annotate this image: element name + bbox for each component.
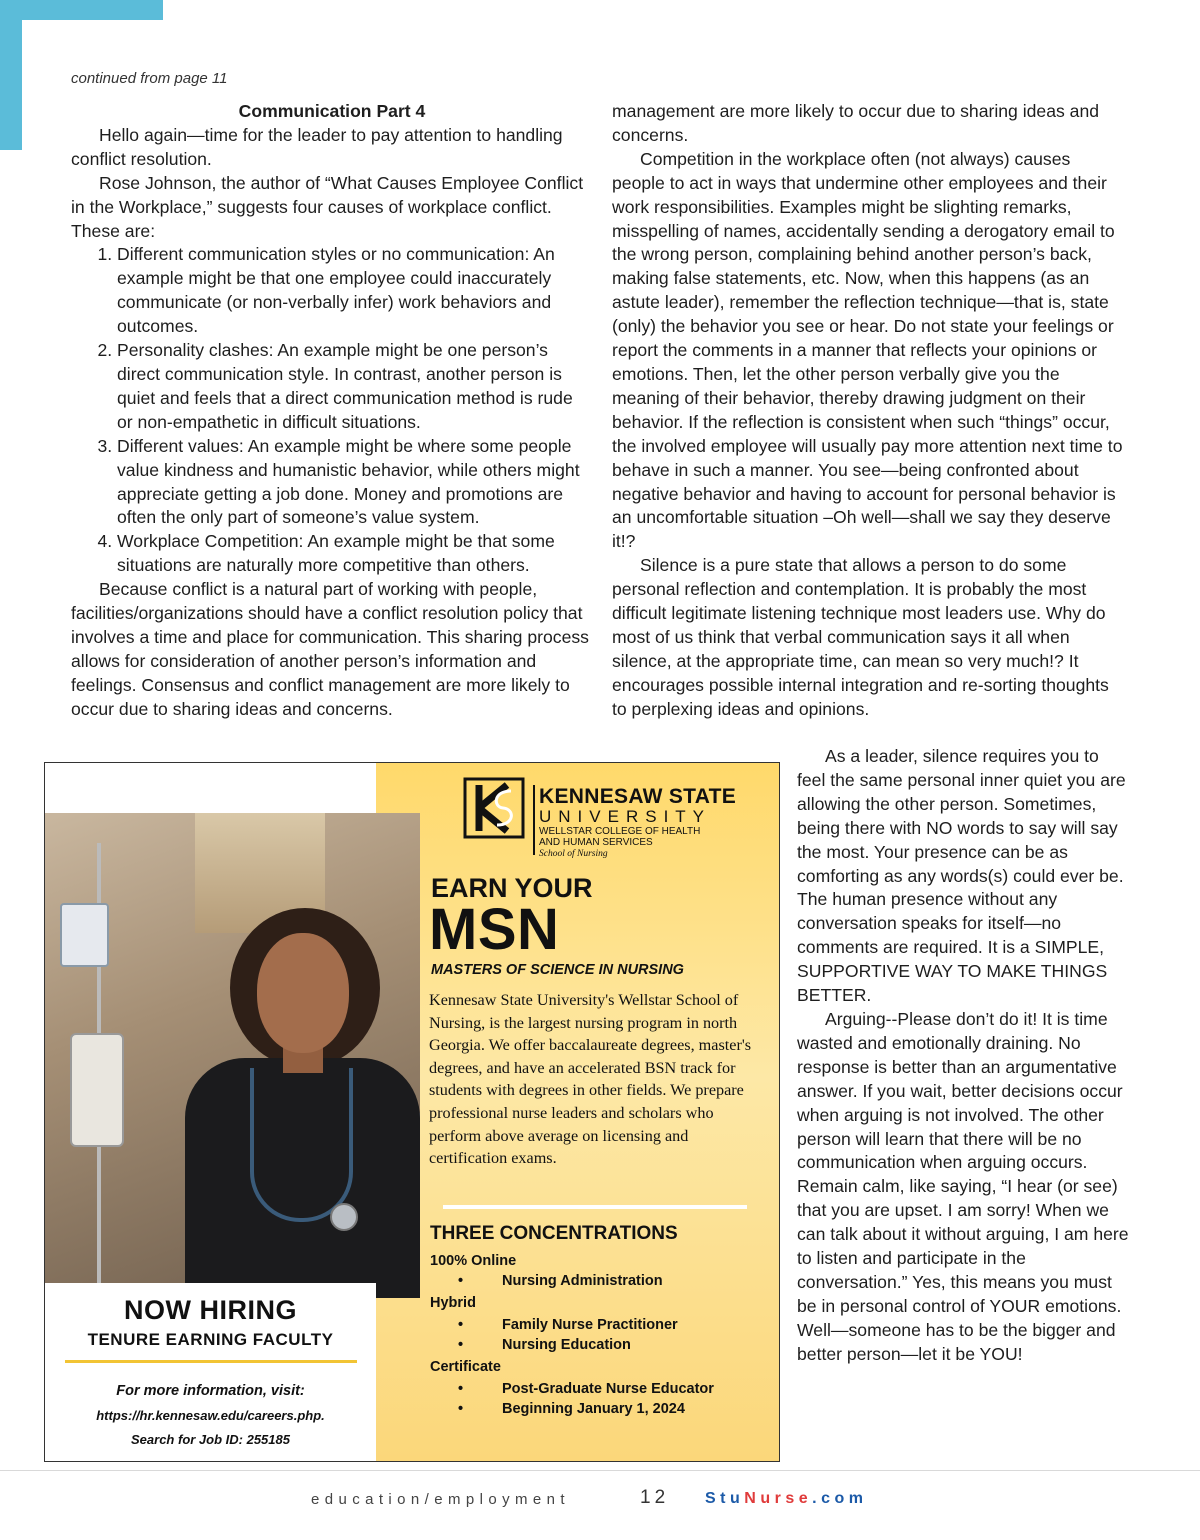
brand-part: Nurse [744, 1490, 813, 1507]
ksu-advertisement [44, 762, 780, 1462]
bullet: • [458, 1381, 464, 1397]
msn-subheading: MASTERS OF SCIENCE IN NURSING [431, 962, 684, 978]
ksu-name: KENNESAW STATE [539, 785, 737, 808]
now-hiring-heading: NOW HIRING [124, 1295, 297, 1325]
ksu-college: WELLSTAR COLLEGE OF HEALTH AND HUMAN SERVICES [539, 826, 701, 848]
ksu-logo-icon [463, 777, 525, 839]
divider [65, 1360, 357, 1363]
bullet: • [458, 1401, 464, 1417]
article-column-2 [612, 100, 1127, 722]
concentration-label: Nursing Administration [502, 1273, 663, 1289]
divider [443, 1205, 747, 1209]
footer-section: education/employment [311, 1491, 570, 1508]
brand-part: Stu [705, 1490, 745, 1507]
concentration-label: Beginning January 1, 2024 [502, 1401, 685, 1417]
ksu-school: School of Nursing [539, 849, 608, 859]
article-column-3 [797, 745, 1132, 1367]
earn-your-heading: EARN YOUR [431, 873, 593, 903]
brand-part: .com [812, 1490, 868, 1507]
list-item [430, 1399, 770, 1419]
group-heading-hybrid: Hybrid [430, 1295, 476, 1311]
corner-accent-top [0, 0, 163, 20]
msn-heading: MSN [429, 897, 560, 962]
list-item [430, 1271, 770, 1291]
list-item [430, 1335, 770, 1355]
concentrations-list [430, 1251, 770, 1419]
paragraph-competition: Competition in the workplace often (not always) causes people to act in ways that undermine other employees and their work responsibilities. Examples might be slighting remarks, misspelling of names, accidentally sending a derogatory email to the wrong person, complaining behind another person’s back, making false statements, etc. Now, when this happens (as an astute leader), remember the reflection technique—that is, state (only) the behavior you see or hear. Do not state your feelings or report the comments in a manner that reflects your opinions or emotions. Then, let the other person verbally give you the meaning of their behavior, thereby drawing judgment on their behavior. If the reflection is consistent when such “things” occur, the involved employee will usually pay more attention next time to behave in such a manner. You see—being confronted about negative behavior and having to account for personal behavior is an uncomfortable situation –Oh well—shall we say they deserve it!? [612, 148, 1123, 552]
paragraph-arguing: Arguing--Please don’t do it! It is time wasted and emotionally draining. No response is better than an argumentative answer. If you wait, better decisions occur when arguing is not involved. The other person will learn that there will be no communication when arguing occurs. Remain calm, like saying, “I hear (or see) that you are upset. I am sorry! When we can talk about it without arguing, I am here to listen and participate in the conversation.” Yes, this means you must be in personal control of YOUR emotions. Well—someone has to be the bigger and better person—let it be YOU! [797, 1008, 1129, 1364]
logo-divider [533, 785, 535, 855]
concentration-label: Family Nurse Practitioner [502, 1317, 678, 1333]
tenure-subheading: TENURE EARNING FACULTY [87, 1330, 334, 1349]
footer-brand[interactable] [705, 1490, 867, 1508]
paragraph-leader: As a leader, silence requires you to feel the same personal inner quiet you are allowing the other person. Sometimes, being there with NO words to say will say the most. Your presence can be as comforting as any words(s) could ever be. The human presence without any conversation speaks for itself—no comments are required. It is a SIMPLE, SUPPORTIVE WAY TO MAKE THINGS BETTER. [797, 746, 1126, 1006]
ksu-university: UNIVERSITY [539, 807, 712, 826]
corner-accent-side [0, 0, 22, 150]
list-item: 3. Different values: An example might be where some people value kindness and humanistic behavior, while others might appreciate getting a job done. Money and promotions are often the only part of someone’s value system. [117, 435, 593, 531]
footer-rule [0, 1470, 1200, 1471]
bullet: • [458, 1273, 464, 1289]
bullet: • [458, 1337, 464, 1353]
list-item: 1. Different communication styles or no communication: An example might be that one employee could inaccurately communicate (or non-verbally infer) work behaviors and outcomes. [117, 243, 593, 339]
group-heading-certificate: Certificate [430, 1359, 501, 1375]
page-number: 12 [640, 1487, 670, 1508]
list-item [430, 1379, 770, 1399]
article-column-1 [71, 100, 593, 719]
continued-note: continued from page 11 [71, 70, 228, 87]
bullet: • [458, 1317, 464, 1333]
paragraph-because-continued: management are more likely to occur due to sharing ideas and concerns. [612, 101, 1100, 145]
hiring-panel [45, 1283, 376, 1461]
concentration-label: Post-Graduate Nurse Educator [502, 1381, 714, 1397]
concentrations-heading: THREE CONCENTRATIONS [430, 1223, 678, 1244]
paragraph-silence: Silence is a pure state that allows a person to do some personal reflection and contemplation. It is probably the most difficult legitimate listening technique most leaders use. Why do most of us think that verbal communication says it all when silence, at the appropriate time, can mean so very much!? It encourages possible internal integration and re-sorting thoughts to perplexing ideas and opinions. [612, 555, 1109, 719]
list-item [430, 1315, 770, 1335]
nurse-photo [45, 813, 420, 1283]
paragraph-because: Because conflict is a natural part of working with people, facilities/organizations should have a conflict resolution policy that involves a time and place for communication. This sharing process allows for consideration of another person’s information and feelings. Consensus and conflict management are more likely to occur due to sharing ideas and concerns. [71, 579, 589, 719]
more-info-text: For more information, visit: [116, 1383, 305, 1399]
list-item: 2. Personality clashes: An example might be one person’s direct communication style. In contrast, another person is quiet and feels that a direct communication method is rude or non-empathetic in difficult situations. [117, 339, 593, 435]
paragraph-causes: Rose Johnson, the author of “What Causes Employee Conflict in the Workplace,” suggests four causes of workplace conflict. These are: [71, 172, 584, 241]
causes-list [71, 243, 593, 578]
article-title: Communication Part 4 [238, 101, 426, 121]
list-item: 4. Workplace Competition: An example might be that some situations are naturally more competitive than others. [117, 530, 593, 578]
job-id-text: Search for Job ID: 255185 [131, 1432, 290, 1447]
stethoscope-icon [250, 1068, 353, 1222]
careers-link[interactable]: https://hr.kennesaw.edu/careers.php. [96, 1408, 325, 1423]
ad-body-text: Kennesaw State University's Wellstar School of Nursing, is the largest nursing program in north Georgia. We offer baccalaureate degrees, master's degrees, and have an accelerated BSN track for students with degrees in other fields. We prepare professional nurse leaders and scholars who perform above average on licensing and certification exams. [429, 991, 752, 1168]
group-heading-online: 100% Online [430, 1253, 517, 1269]
paragraph-intro: Hello again—time for the leader to pay attention to handling conflict resolution. [71, 124, 563, 169]
concentration-label: Nursing Education [502, 1337, 631, 1353]
